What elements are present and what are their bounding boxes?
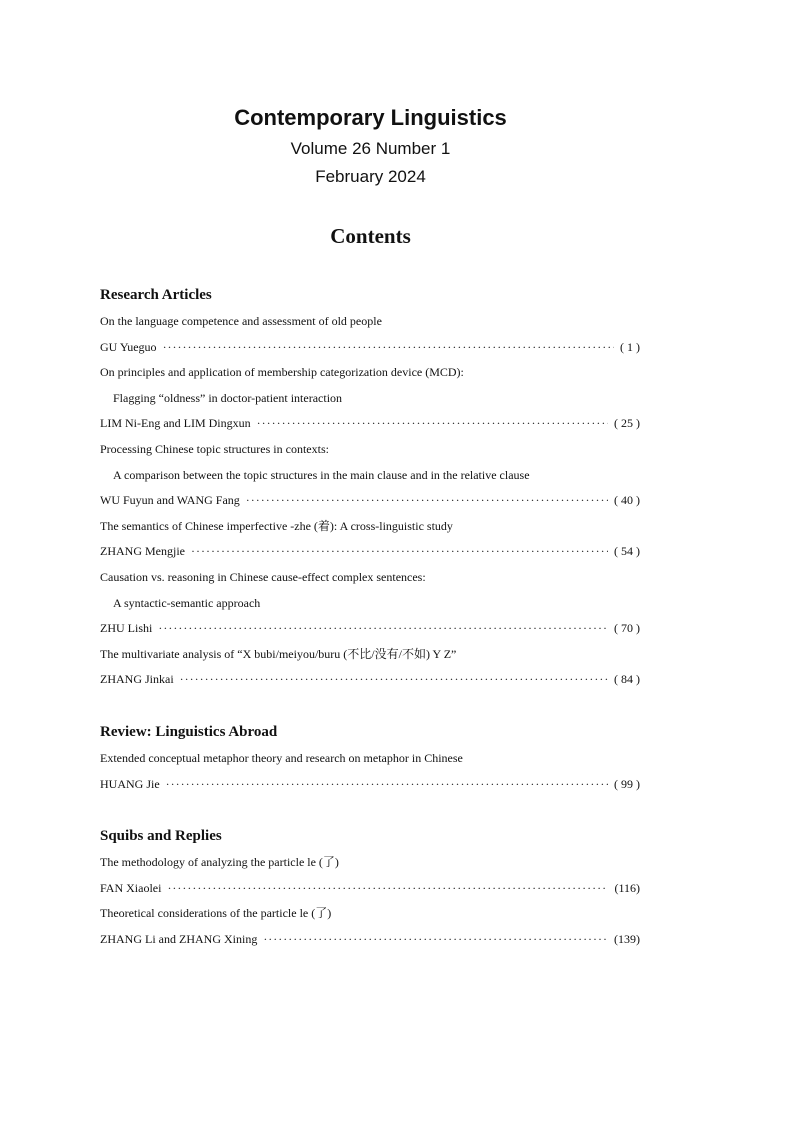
journal-title: Contemporary Linguistics — [234, 105, 507, 130]
section-gap — [100, 693, 640, 719]
article-author: ZHU Lishi — [100, 621, 153, 636]
dot-leader — [167, 876, 608, 902]
toc-entry[interactable] — [100, 746, 640, 797]
article-author: LIM Ni-Eng and LIM Dingxun — [100, 416, 251, 431]
section-gap — [100, 797, 640, 823]
dot-leader — [166, 772, 608, 798]
article-title-line: Flagging “oldness” in doctor-patient interaction — [113, 390, 343, 405]
author-row — [100, 488, 640, 514]
dot-leader — [163, 335, 614, 361]
toc-entry[interactable] — [100, 901, 640, 952]
dot-leader — [246, 488, 608, 514]
table-of-contents — [100, 282, 640, 952]
article-author: WU Fuyun and WANG Fang — [100, 493, 240, 508]
dot-leader — [263, 927, 608, 953]
author-row — [100, 335, 640, 361]
author-row — [100, 667, 640, 693]
toc-entry[interactable] — [100, 309, 640, 360]
author-row — [100, 539, 640, 565]
contents-heading: Contents — [330, 224, 411, 248]
page-number: ( 70 ) — [614, 621, 640, 636]
volume-number: Volume 26 Number 1 — [290, 139, 451, 158]
article-author: HUANG Jie — [100, 776, 160, 791]
toc-section — [100, 719, 640, 797]
article-title-line: The methodology of analyzing the particle le (了) — [100, 855, 339, 870]
page-number: ( 84 ) — [614, 672, 640, 687]
toc-entry[interactable] — [100, 642, 640, 693]
article-title-line: Theoretical considerations of the particle le (了) — [100, 906, 332, 921]
toc-entry[interactable] — [100, 360, 640, 437]
dot-leader — [257, 411, 608, 437]
toc-section — [100, 823, 640, 952]
article-title-line: Extended conceptual metaphor theory and research on metaphor in Chinese — [100, 750, 463, 765]
toc-entry[interactable] — [100, 565, 640, 642]
article-title-line: The semantics of Chinese imperfective -zhe (着): A cross-linguistic study — [100, 518, 453, 533]
toc-entry[interactable] — [100, 850, 640, 901]
page-number: ( 99 ) — [614, 776, 640, 791]
page-number: ( 54 ) — [614, 544, 640, 559]
article-title-line: Processing Chinese topic structures in contexts: — [100, 441, 329, 456]
toc-section — [100, 282, 640, 693]
author-row — [100, 411, 640, 437]
author-row — [100, 772, 640, 798]
article-title-line: Causation vs. reasoning in Chinese cause-effect complex sentences: — [100, 569, 426, 584]
issue-date: February 2024 — [315, 167, 426, 186]
page-number: ( 25 ) — [614, 416, 640, 431]
article-title-line: On the language competence and assessment of old people — [100, 314, 382, 328]
article-title-line: The multivariate analysis of “X bubi/meiyou/buru (不比/没有/不如) Y Z” — [100, 646, 457, 661]
article-title-line: A comparison between the topic structures in the main clause and in the relative clause — [113, 467, 530, 482]
section-heading: Squibs and Replies — [100, 828, 222, 845]
article-author: GU Yueguo — [100, 339, 157, 354]
article-title-line: A syntactic-semantic approach — [113, 595, 261, 610]
article-author: ZHANG Jinkai — [100, 672, 174, 687]
article-author: FAN Xiaolei — [100, 880, 162, 895]
dot-leader — [191, 539, 608, 565]
page-number: ( 1 ) — [620, 339, 640, 354]
article-author: ZHANG Li and ZHANG Xining — [100, 931, 258, 946]
page-number: ( 40 ) — [614, 493, 640, 508]
page-number: (139) — [614, 931, 640, 946]
author-row — [100, 927, 640, 953]
toc-entry[interactable] — [100, 514, 640, 565]
dot-leader — [158, 616, 608, 642]
toc-entry[interactable] — [100, 437, 640, 514]
author-row — [100, 616, 640, 642]
page-number: (116) — [614, 880, 640, 895]
section-heading: Review: Linguistics Abroad — [100, 723, 278, 740]
dot-leader — [180, 667, 608, 693]
article-author: ZHANG Mengjie — [100, 544, 185, 559]
author-row — [100, 876, 640, 902]
section-heading: Research Articles — [100, 287, 212, 303]
article-title-line: On principles and application of membership categorization device (MCD): — [100, 365, 464, 380]
